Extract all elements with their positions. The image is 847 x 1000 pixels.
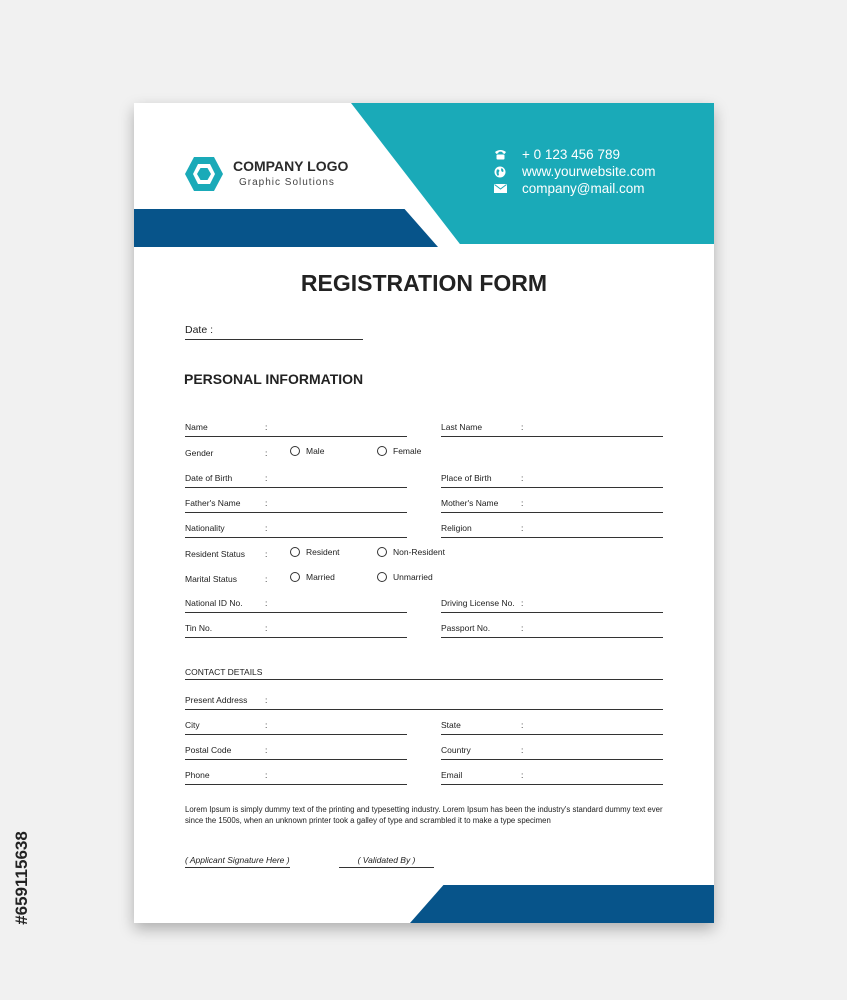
- hexagon-logo-icon: [184, 155, 224, 193]
- colon: :: [521, 498, 524, 508]
- pob-field[interactable]: [441, 473, 663, 488]
- present-address-label: Present Address: [185, 695, 248, 705]
- religion-field[interactable]: [441, 523, 663, 538]
- unmarried-option[interactable]: [377, 572, 433, 582]
- colon: :: [521, 422, 524, 432]
- colon: :: [265, 422, 268, 432]
- stock-id-watermark: [0, 768, 44, 988]
- radio-button[interactable]: [377, 446, 387, 456]
- married-label: Married: [306, 572, 335, 582]
- globe-icon: [494, 166, 522, 178]
- colon: :: [521, 598, 524, 608]
- driving-license-label: Driving License No.: [441, 598, 515, 608]
- radio-button[interactable]: [290, 446, 300, 456]
- date-field[interactable]: [185, 339, 363, 340]
- contact-email: company@mail.com: [522, 181, 645, 196]
- present-address-field[interactable]: [185, 695, 663, 710]
- resident-status-label: Resident Status: [185, 549, 246, 559]
- envelope-icon: [494, 184, 522, 193]
- radio-button[interactable]: [290, 547, 300, 557]
- colon: :: [265, 574, 268, 584]
- validated-by-line[interactable]: ( Validated By ): [339, 855, 434, 868]
- gender-male-option[interactable]: [290, 446, 324, 456]
- date-label: Date :: [185, 324, 214, 336]
- tin-label: Tin No.: [185, 623, 213, 633]
- disclaimer-text: Lorem Ipsum is simply dummy text of the printing and typesetting industry. Lorem Ipsum has been the industry's standard dummy text ever since the 1500s, when an unknown printer took a galley of type and scrambled it to make a type specimen: [185, 805, 663, 825]
- colon: :: [521, 770, 524, 780]
- name-label: Name: [185, 422, 208, 432]
- colon: :: [265, 623, 268, 633]
- state-label: State: [441, 720, 461, 730]
- colon: :: [265, 745, 268, 755]
- colon: :: [265, 695, 268, 705]
- marital-status-row: [185, 574, 485, 588]
- gender-label: Gender: [185, 448, 214, 458]
- national-id-label: National ID No.: [185, 598, 243, 608]
- father-name-field[interactable]: [185, 498, 407, 513]
- resident-label: Resident: [306, 547, 340, 557]
- colon: :: [521, 523, 524, 533]
- colon: :: [265, 720, 268, 730]
- passport-label: Passport No.: [441, 623, 491, 633]
- tin-field[interactable]: [185, 623, 407, 638]
- father-name-label: Father's Name: [185, 498, 241, 508]
- contact-website-row: [494, 163, 656, 180]
- contact-info: [494, 146, 656, 197]
- national-id-field[interactable]: [185, 598, 407, 613]
- resident-status-row: [185, 549, 485, 563]
- footer-blue-stripe: [410, 885, 714, 923]
- state-field[interactable]: [441, 720, 663, 735]
- phone-field[interactable]: [185, 770, 407, 785]
- contact-phone-row: [494, 146, 656, 163]
- contact-details-title: CONTACT DETAILS: [185, 667, 663, 680]
- colon: :: [265, 549, 268, 559]
- nationality-label: Nationality: [185, 523, 225, 533]
- email-field[interactable]: [441, 770, 663, 785]
- radio-button[interactable]: [290, 572, 300, 582]
- colon: :: [521, 473, 524, 483]
- country-label: Country: [441, 745, 471, 755]
- form-title: REGISTRATION FORM: [300, 270, 548, 296]
- nationality-field[interactable]: [185, 523, 407, 538]
- marital-status-label: Marital Status: [185, 574, 237, 584]
- radio-button[interactable]: [377, 572, 387, 582]
- female-label: Female: [393, 446, 422, 456]
- email-label: Email: [441, 770, 463, 780]
- male-label: Male: [306, 446, 325, 456]
- city-label: City: [185, 720, 200, 730]
- colon: :: [265, 598, 268, 608]
- last-name-field[interactable]: [441, 422, 663, 437]
- company-name: COMPANY LOGO: [233, 158, 349, 174]
- unmarried-label: Unmarried: [393, 572, 433, 582]
- colon: :: [265, 448, 268, 458]
- city-field[interactable]: [185, 720, 407, 735]
- gender-female-option[interactable]: [377, 446, 421, 456]
- phone-label: Phone: [185, 770, 210, 780]
- pob-label: Place of Birth: [441, 473, 492, 483]
- applicant-signature-line[interactable]: ( Applicant Signature Here ): [185, 855, 290, 868]
- contact-email-row: [494, 180, 656, 197]
- country-field[interactable]: [441, 745, 663, 760]
- personal-info-title: PERSONAL INFORMATION: [184, 371, 364, 387]
- postal-code-field[interactable]: [185, 745, 407, 760]
- company-tagline: Graphic Solutions: [239, 177, 335, 188]
- married-option[interactable]: [290, 572, 335, 582]
- gender-row: [185, 448, 485, 462]
- header-blue-stripe: [134, 209, 438, 247]
- religion-label: Religion: [441, 523, 472, 533]
- postal-code-label: Postal Code: [185, 745, 232, 755]
- colon: :: [265, 523, 268, 533]
- colon: :: [521, 720, 524, 730]
- colon: :: [265, 473, 268, 483]
- colon: :: [265, 498, 268, 508]
- registration-form-sheet: [134, 103, 714, 923]
- mother-name-field[interactable]: [441, 498, 663, 513]
- passport-field[interactable]: [441, 623, 663, 638]
- colon: :: [521, 623, 524, 633]
- phone-icon: [494, 149, 522, 160]
- resident-option[interactable]: [290, 547, 340, 557]
- name-field[interactable]: [185, 422, 407, 437]
- contact-website: www.yourwebsite.com: [522, 164, 656, 179]
- driving-license-field[interactable]: [441, 598, 663, 613]
- dob-label: Date of Birth: [185, 473, 233, 483]
- last-name-label: Last Name: [441, 422, 483, 432]
- stock-id-text: #659115638: [12, 831, 31, 925]
- mother-name-label: Mother's Name: [441, 498, 499, 508]
- dob-field[interactable]: [185, 473, 407, 488]
- colon: :: [521, 745, 524, 755]
- radio-button[interactable]: [377, 547, 387, 557]
- non-resident-option[interactable]: [377, 547, 445, 557]
- contact-phone: + 0 123 456 789: [522, 147, 620, 162]
- colon: :: [265, 770, 268, 780]
- non-resident-label: Non-Resident: [393, 547, 445, 557]
